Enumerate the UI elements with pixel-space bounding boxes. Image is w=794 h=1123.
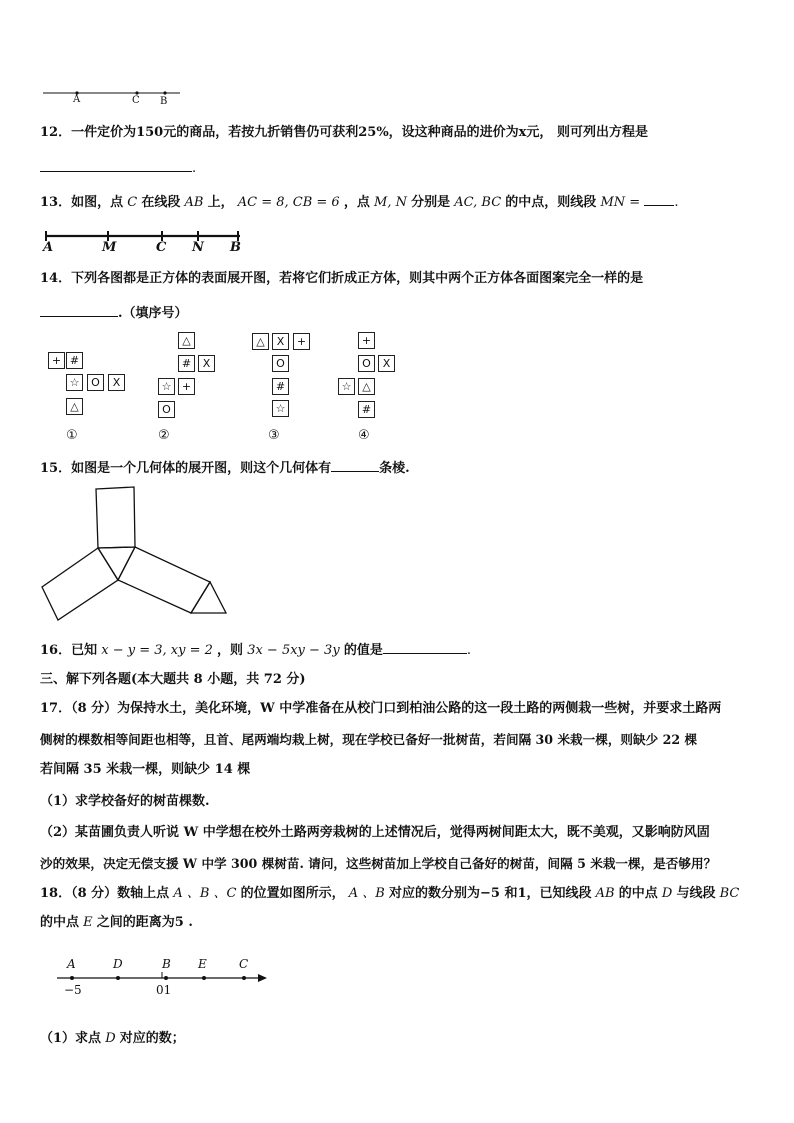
math-given: AC = 8, CB = 6 <box>237 195 340 210</box>
seg-label-a: A <box>43 240 54 255</box>
math-mn2: MN = <box>600 195 641 210</box>
question-17-line-1 <box>40 700 721 718</box>
net-cell: # <box>66 352 83 369</box>
axis-tick-0-1: 01 <box>156 983 172 997</box>
period: . <box>192 161 197 176</box>
net-cell: O <box>158 401 175 418</box>
question-number: 12． <box>40 125 72 140</box>
net-cell: + <box>178 378 195 395</box>
math-c: C <box>127 195 138 210</box>
text: 的位置如图所示， <box>240 886 345 901</box>
period: . <box>466 643 471 658</box>
text: 的中点 <box>618 886 658 901</box>
math-mn: M, N <box>374 195 407 210</box>
text: 的中点，则线段 <box>505 195 597 210</box>
math-acbc: AC, BC <box>454 195 502 210</box>
text: 数轴上点 <box>117 886 170 901</box>
net-cell: ☆ <box>338 378 355 395</box>
question-18-line-2 <box>40 914 193 932</box>
text: 条棱. <box>379 461 410 476</box>
math-ab: A 、B <box>348 886 385 901</box>
net-cell: △ <box>252 333 269 350</box>
math-d: D <box>105 1031 116 1046</box>
text: 在线段 <box>141 195 181 210</box>
math-d: D <box>661 886 673 901</box>
option-label-4: ④ <box>358 428 370 443</box>
question-12 <box>40 124 648 142</box>
net-cell: ☆ <box>158 378 175 395</box>
question-17-sub-2-line-1: （2）某苗圃负责人听说 W 中学想在校外土路两旁栽树的上述情况后，觉得两树间距太大，既不美观，又影响防风固 <box>40 825 710 840</box>
text: （1）求点 <box>40 1031 102 1046</box>
score: （8 分） <box>71 886 118 901</box>
seg-label-m: M <box>102 240 117 255</box>
text: 如图，点 <box>71 195 124 210</box>
question-text: 一件定价为150元的商品，若按九折销售仍可获利25%，设这种商品的进价为x元， 则可列出方程是 <box>71 125 648 140</box>
question-17-line-3: 若间隔 35 米栽一棵，则缺少 14 棵 <box>40 762 251 777</box>
axis-label-d: D <box>113 957 123 971</box>
net-cell: # <box>358 401 375 418</box>
math-ab: AB <box>595 886 615 901</box>
question-number: 16． <box>40 643 72 658</box>
question-15 <box>40 458 410 478</box>
question-14-answer <box>40 303 188 323</box>
question-17-sub-2-line-2: 沙的效果，决定无偿支援 W 中学 300 棵树苗. 请问，这些树苗加上学校自己备好的树苗，间隔 5 米栽一棵，是否够用？ <box>40 856 717 871</box>
question-14 <box>40 270 643 288</box>
axis-tick-minus5: −5 <box>64 983 82 997</box>
net-cell: ☆ <box>66 374 83 391</box>
net-cell: X <box>272 333 289 350</box>
question-17-sub-1: （1）求学校备好的树苗棵数. <box>40 794 210 809</box>
math-condition: x − y = 3, xy = 2 <box>101 643 213 658</box>
question-16 <box>40 640 471 660</box>
net-cell: + <box>48 352 65 369</box>
text: 上， <box>207 195 234 210</box>
text: 为保持水土，美化环境，W 中学准备在从校门口到柏油公路的这一段土路的两侧栽一些树，并要求土路两 <box>117 701 722 716</box>
axis-label-c: C <box>239 957 249 971</box>
net-cell: X <box>198 355 215 372</box>
hint: .（填序号） <box>118 306 188 321</box>
math-e: E <box>83 915 93 930</box>
question-text: 如图是一个几何体的展开图，则这个几何体有 <box>71 461 332 476</box>
net-cell: X <box>378 355 395 372</box>
math-ab: AB <box>184 195 204 210</box>
question-13 <box>40 192 678 212</box>
score: （8 分） <box>71 701 118 716</box>
point-label-b: B <box>160 96 168 107</box>
question-number: 18． <box>40 886 72 901</box>
question-17-line-2: 侧树的棵数相等间距也相等，且首、尾两端均栽上树，现在学校已备好一批树苗，若间隔 30 米栽一棵，则缺少 22 棵 <box>40 732 698 747</box>
text: ，则 <box>217 643 244 658</box>
axis-label-b: B <box>162 957 171 971</box>
net-cell: ☆ <box>272 400 289 417</box>
net-cell: + <box>293 333 310 350</box>
answer-blank[interactable] <box>40 303 118 317</box>
question-number: 17． <box>40 701 72 716</box>
axis-label-a: A <box>67 957 76 971</box>
point-label-a: A <box>73 94 81 105</box>
seg-label-c: C <box>156 240 167 255</box>
option-label-1: ① <box>66 428 78 443</box>
text: 的中点 <box>40 915 80 930</box>
net-cell: X <box>108 374 125 391</box>
question-18-sub-1 <box>40 1030 185 1048</box>
seg-label-n: N <box>192 240 204 255</box>
question-18-line-1 <box>40 885 739 903</box>
option-label-3: ③ <box>268 428 280 443</box>
text: 对应的数分别为−5 和1，已知线段 <box>389 886 592 901</box>
answer-blank[interactable] <box>644 192 674 206</box>
option-label-2: ② <box>158 428 170 443</box>
net-cell: + <box>358 332 375 349</box>
net-cell: △ <box>178 332 195 349</box>
segment-amcnb-figure <box>40 230 250 258</box>
text: 的值是 <box>343 643 383 658</box>
question-number: 15． <box>40 461 72 476</box>
question-number: 13． <box>40 195 72 210</box>
question-text: 下列各图都是正方体的表面展开图，若将它们折成正方体，则其中两个正方体各面图案完全一样的是 <box>71 271 644 286</box>
prism-net-figure <box>38 484 238 624</box>
text: 对应的数； <box>119 1031 185 1046</box>
text: 之间的距离为5 . <box>96 915 193 930</box>
math-points: A 、B 、C <box>173 886 237 901</box>
text: 与线段 <box>676 886 716 901</box>
seg-label-b: B <box>230 240 241 255</box>
net-cell: △ <box>358 378 375 395</box>
net-cell: # <box>272 378 289 395</box>
math-bc: BC <box>719 886 740 901</box>
math-expression: 3x − 5xy − 3y <box>247 643 340 658</box>
point-label-c: C <box>132 95 140 106</box>
axis-label-e: E <box>198 957 207 971</box>
question-number: 14． <box>40 271 72 286</box>
section-title: 三、解下列各题(本大题共 8 小题，共 72 分) <box>40 672 306 687</box>
text: ，点 <box>343 195 370 210</box>
answer-blank[interactable] <box>40 158 192 172</box>
text: 分别是 <box>411 195 451 210</box>
answer-blank[interactable] <box>383 640 467 654</box>
period: . <box>674 195 679 210</box>
text: 已知 <box>71 643 98 658</box>
net-cell: # <box>178 355 195 372</box>
question-12-answer <box>40 158 196 178</box>
net-cell: O <box>358 355 375 372</box>
answer-blank[interactable] <box>331 458 379 472</box>
net-cell: △ <box>66 398 83 415</box>
net-cell: O <box>272 355 289 372</box>
net-cell: O <box>87 374 104 391</box>
